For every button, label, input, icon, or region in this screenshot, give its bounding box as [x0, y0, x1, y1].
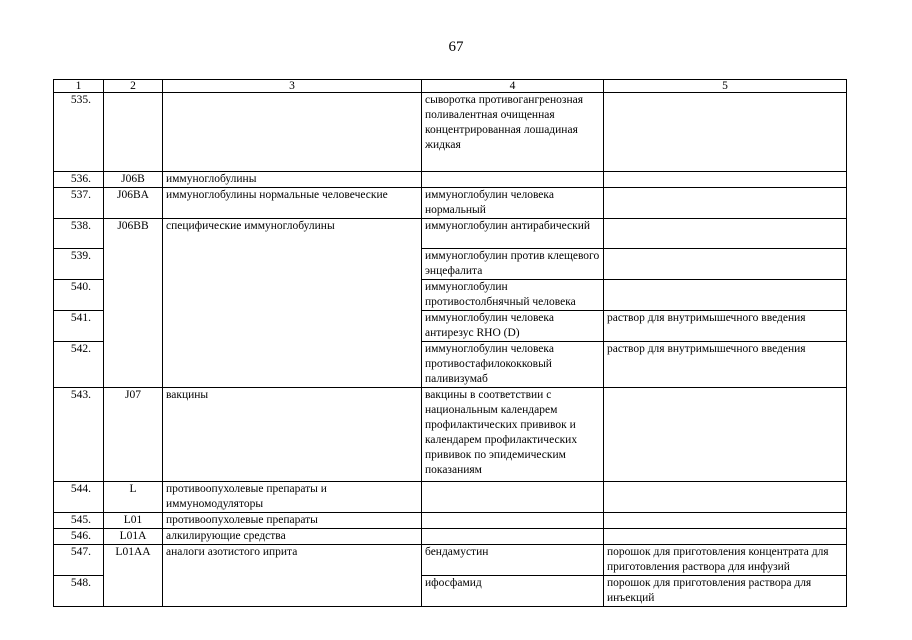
row-number: 543. [54, 388, 104, 482]
row-number: 538. [54, 219, 104, 249]
atc-code: J07 [104, 388, 163, 482]
drug-name: иммуноглобулин против клещевого энцефалита [422, 249, 604, 280]
table-row [54, 172, 847, 188]
dosage-form [604, 93, 847, 172]
group-name: противоопухолевые препараты и иммуномодуляторы [163, 482, 422, 513]
drug-name [422, 529, 604, 545]
atc-code: J06BA [104, 188, 163, 219]
dosage-form: раствор для внутримышечного введения [604, 311, 847, 342]
row-number: 541. [54, 311, 104, 342]
drug-name [422, 172, 604, 188]
atc-code: L [104, 482, 163, 513]
header-col-5: 5 [604, 80, 847, 93]
dosage-form [604, 249, 847, 280]
medication-table [53, 79, 847, 607]
drug-name: ифосфамид [422, 576, 604, 607]
table-row [54, 513, 847, 529]
table-row [54, 388, 847, 482]
group-name: вакцины [163, 388, 422, 482]
table-row [54, 529, 847, 545]
dosage-form [604, 172, 847, 188]
header-col-2: 2 [104, 80, 163, 93]
drug-name: иммуноглобулин противостолбнячный человека [422, 280, 604, 311]
row-number: 546. [54, 529, 104, 545]
dosage-form [604, 219, 847, 249]
atc-code: J06B [104, 172, 163, 188]
table-row [54, 545, 847, 576]
table-header-row [54, 80, 847, 93]
row-number: 547. [54, 545, 104, 576]
drug-name: сыворотка противогангренозная поливалентная очищенная концентрированная лошадиная жидкая [422, 93, 604, 172]
dosage-form [604, 529, 847, 545]
dosage-form [604, 388, 847, 482]
atc-code: J06BB [104, 219, 163, 388]
dosage-form [604, 280, 847, 311]
drug-name: иммуноглобулин человека антирезус RHO (D) [422, 311, 604, 342]
dosage-form [604, 482, 847, 513]
page-number: 67 [448, 39, 464, 55]
drug-name [422, 482, 604, 513]
row-number: 548. [54, 576, 104, 607]
group-name: алкилирующие средства [163, 529, 422, 545]
drug-name [422, 513, 604, 529]
group-name: аналоги азотистого иприта [163, 545, 422, 607]
dosage-form: порошок для приготовления концентрата для приготовления раствора для инфузий [604, 545, 847, 576]
row-number: 536. [54, 172, 104, 188]
dosage-form [604, 188, 847, 219]
table-row [54, 188, 847, 219]
table-row [54, 219, 847, 249]
dosage-form: порошок для приготовления раствора для инъекций [604, 576, 847, 607]
drug-name: иммуноглобулин антирабический [422, 219, 604, 249]
group-name: противоопухолевые препараты [163, 513, 422, 529]
dosage-form [604, 513, 847, 529]
table-row [54, 93, 847, 172]
row-number: 544. [54, 482, 104, 513]
atc-code: L01 [104, 513, 163, 529]
row-number: 540. [54, 280, 104, 311]
drug-name: бендамустин [422, 545, 604, 576]
row-number: 539. [54, 249, 104, 280]
dosage-form: раствор для внутримышечного введения [604, 342, 847, 388]
header-col-1: 1 [54, 80, 104, 93]
atc-code [104, 93, 163, 172]
drug-name: вакцины в соответствии с национальным календарем профилактических прививок и календарем профилактических прививок по эпидемическим показаниям [422, 388, 604, 482]
group-name [163, 93, 422, 172]
header-col-4: 4 [422, 80, 604, 93]
atc-code: L01AA [104, 545, 163, 607]
row-number: 542. [54, 342, 104, 388]
drug-name: иммуноглобулин человека нормальный [422, 188, 604, 219]
table-row [54, 482, 847, 513]
row-number: 537. [54, 188, 104, 219]
header-col-3: 3 [163, 80, 422, 93]
atc-code: L01A [104, 529, 163, 545]
drug-name: иммуноглобулин человека противостафилококковый паливизумаб [422, 342, 604, 388]
row-number: 535. [54, 93, 104, 172]
group-name: специфические иммуноглобулины [163, 219, 422, 388]
group-name: иммуноглобулины [163, 172, 422, 188]
row-number: 545. [54, 513, 104, 529]
group-name: иммуноглобулины нормальные человеческие [163, 188, 422, 219]
